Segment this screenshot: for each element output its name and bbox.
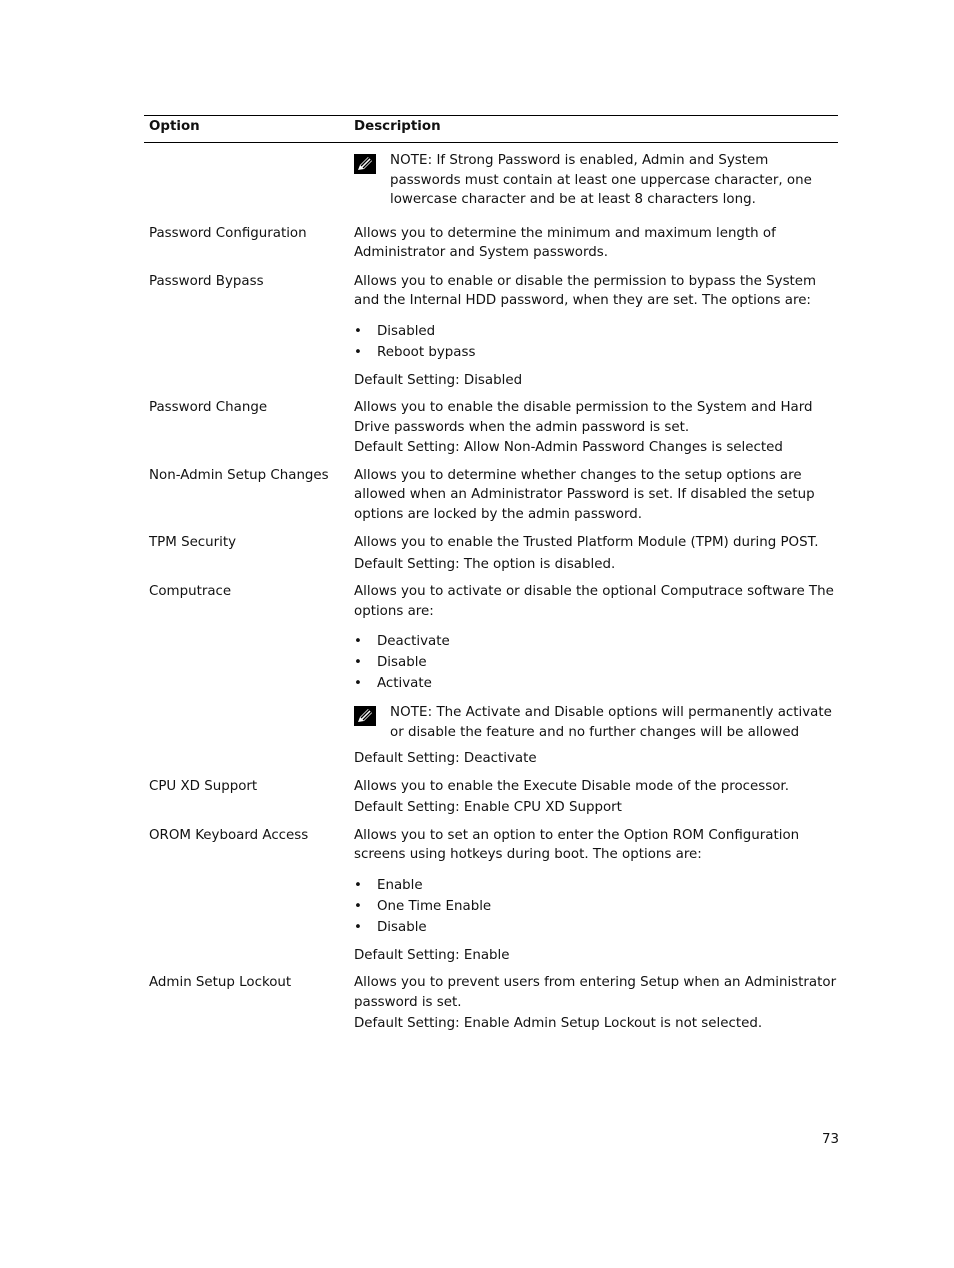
table-row xyxy=(144,151,838,210)
header-option: Option xyxy=(149,119,200,134)
bullet-icon: • xyxy=(354,323,362,339)
option-name: Non-Admin Setup Changes xyxy=(149,467,329,483)
option-name: Password Configuration xyxy=(149,225,307,241)
header-description: Description xyxy=(354,119,441,134)
options-list xyxy=(354,875,838,938)
note-text: The Activate and Disable options will permanently activate or disable the feature and no further changes will be allowed xyxy=(390,705,832,740)
bullet-icon: • xyxy=(354,655,362,670)
option-name: Password Change xyxy=(149,400,268,415)
list-item: • Disable xyxy=(354,652,838,673)
option-name: Computrace xyxy=(149,584,232,599)
bullet-icon: • xyxy=(354,898,362,914)
table-row xyxy=(144,398,838,458)
option-name: OROM Keyboard Access xyxy=(149,827,309,843)
option-description: Allows you to enable the Trusted Platform Module (TPM) during POST. xyxy=(354,535,819,550)
table-row xyxy=(144,272,838,391)
list-item: • One Time Enable xyxy=(354,896,838,917)
page-number: 73 xyxy=(822,1132,840,1147)
option-name: CPU XD Support xyxy=(149,778,258,794)
note-text: If Strong Password is enabled, Admin and System passwords must contain at least one uppercase character, one lowercase character and be at least 8 characters long. xyxy=(390,153,812,207)
option-description: Allows you to enable the Execute Disable mode of the processor. xyxy=(354,778,789,794)
option-description: Allows you to enable or disable the permission to bypass the System and the Internal HDD password, when they are set. The options are: xyxy=(354,273,817,308)
table-header xyxy=(144,115,838,143)
bullet-icon: • xyxy=(354,634,362,649)
bullet-icon: • xyxy=(354,877,362,893)
option-description: Allows you to set an option to enter the Option ROM Configuration screens using hotkeys during boot. The options are: xyxy=(354,827,800,862)
option-name: Admin Setup Lockout xyxy=(149,975,292,990)
list-item: • Activate xyxy=(354,673,838,694)
table-row xyxy=(144,777,838,818)
list-item: • Enable xyxy=(354,875,838,896)
note-label: NOTE: xyxy=(390,705,433,720)
bullet-icon: • xyxy=(354,919,362,935)
default-setting: Default Setting: Disabled xyxy=(354,372,523,388)
note-block xyxy=(354,703,838,742)
default-setting: Default Setting: Enable Admin Setup Lockout is not selected. xyxy=(354,1016,763,1031)
option-description: Allows you to enable the disable permission to the System and Hard Drive passwords when the admin password is set. xyxy=(354,400,813,435)
option-name: TPM Security xyxy=(149,535,237,550)
option-name: Password Bypass xyxy=(149,273,264,289)
table-row xyxy=(144,466,838,525)
note-pencil-icon xyxy=(354,706,376,726)
options-list xyxy=(354,321,838,363)
bullet-icon: • xyxy=(354,676,362,691)
default-setting: Default Setting: Allow Non-Admin Password Changes is selected xyxy=(354,440,783,455)
default-setting: Default Setting: Deactivate xyxy=(354,751,537,766)
note-pencil-icon xyxy=(354,154,376,174)
default-setting: Default Setting: Enable xyxy=(354,947,510,963)
option-description: Allows you to prevent users from entering Setup when an Administrator password is set. xyxy=(354,975,837,1010)
default-setting: Default Setting: The option is disabled. xyxy=(354,556,616,572)
options-list xyxy=(354,631,838,694)
note-block xyxy=(354,151,838,210)
table-row xyxy=(144,582,838,769)
list-item: • Disabled xyxy=(354,321,838,342)
options-table xyxy=(144,115,838,1034)
table-row xyxy=(144,224,838,263)
list-item: • Deactivate xyxy=(354,631,838,652)
note-label: NOTE: xyxy=(390,153,433,168)
table-row xyxy=(144,533,838,574)
default-setting: Default Setting: Enable CPU XD Support xyxy=(354,800,622,815)
bullet-icon: • xyxy=(354,344,362,360)
option-description: Allows you to activate or disable the optional Computrace software The options are: xyxy=(354,584,834,619)
table-row xyxy=(144,826,838,966)
table-row xyxy=(144,973,838,1034)
option-description: Allows you to determine whether changes to the setup options are allowed when an Administrator Password is set. If disabled the setup options are locked by the admin password. xyxy=(354,467,815,522)
option-description: Allows you to determine the minimum and maximum length of Administrator and System passwords. xyxy=(354,225,776,260)
list-item: • Reboot bypass xyxy=(354,342,838,363)
list-item: • Disable xyxy=(354,917,838,938)
